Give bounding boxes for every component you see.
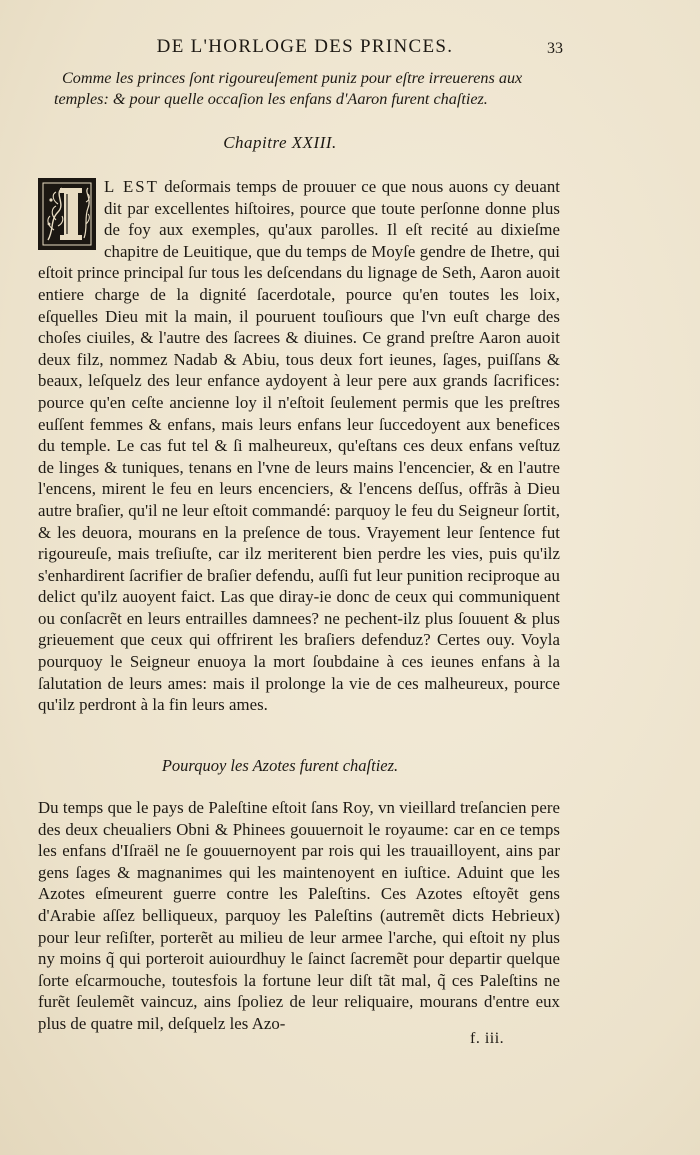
paragraph-text: deſormais temps de prouuer ce que nous auons cy deuant dit par excellentes hiſtoires, pource que toute perſonne donne plus de foy aux exemples, qu'aux parolles. Il eſt recité au dixieſme chapitre de Leuitique, que du temps de Moyſe gendre de Ihetre, qui eſtoit prince principal ſur tous les deſcendans du lignage de Seth, Aaron auoit entiere charge de la dignité ſacerdotale, pource qu'en toutes les loix, eſquelles Dieu mit la main, il pouruent touſiours que l'vn euſt charge des choſes ciuiles, & l'autre des ſacrees & diuines. Ce grand preſtre Aaron auoit deux filz, nommez Nadab & Abiu, tous deux fort ieunes, ſages, puiſſans & beaux, leſquelz des leur enfance aydoyent à leur pere aux grands ſacrifices: pource qu'en ceſte ancienne loy il n'eſtoit ſeulement permis que les preſtres euſſent femmes & enfans, mais leurs enfans leur ſuccedoyent aux benefices du temple. Le cas fut tel & ſi malheureux, qu'eſtans ces deux enfans veſtuz de linges & tuniques, tenans en l'vne de leurs mains l'encencier, & en l'autre l'encens, mirent le feu en leurs encenciers, & l'encens deſſus, offrãs à Dieu autre braſier, qu'il ne leur eſtoit commandé: parquoy le feu du Seigneur ſortit, & les deuora, mourans en la preſence de tous. Vrayement leur ſentence fut rigoureuſe, mais treſiuſte, car ilz meriterent bien perdre les vies, puis qu'ilz s'enhardirent ſacrifier de braſier defendu, auſſi fut leur punition reciproque au delict qu'ilz auoyent faict. Las que diray-ie donc de ceux qui communiquent ou conſacrẽt en leurs entrailles damnees? ne pechent-ilz plus ſouuent & plus grieuement que ceux qui offrirent les braſiers defenduz? Certes ouy. Voyla pourquoy le Seigneur enuoya la mort ſoubdaine à ces ieunes enfans à la ſalutation de leurs ames: mais il prolonge la vie de ces malheureux, pource qu'ilz perdront à la fin leurs ames. <box>38 177 560 715</box>
signature-mark: f. iii. <box>470 1030 505 1047</box>
running-head: DE L'HORLOGE DES PRINCES. <box>156 36 454 57</box>
chapter-summary: Comme les princes ſont rigoureuſement puniz pour eſtre irreuerens aux temples: & pour quelle occaſion les enfans d'Aaron furent chaſtiez. <box>54 69 523 108</box>
paragraph-text: Du temps que le pays de Paleſtine eſtoit ſans Roy, vn vieillard treſancien pere des deux cheualiers Obni & Phinees gouuernoit le royaume: car en ce temps les enfans d'Iſraël ne ſe gouuernoyent par rois qui les trauailloyent, ains par gens ſages & magnanimes qui les maintenoyent en iuſtice. Aduint que les Azotes eſmeurent guerre contre les Paleſtins. Ces Azotes eſtoyẽt gens d'Arabie aſſez belliqueux, parquoy les Paleſtins (autremẽt dicts Hebrieux) pour leur reſiſter, porterẽt au milieu de leur armee l'arche, qui eſtoit ny plus ny moins q̃ qui porteroit auiourdhuy le ſainct ſacremẽt pour departir quelque ſorte eſcarmouche, toutesfois la fortune leur diſt tãt mal, q̃ ces Paleſtins ne furẽt ſeulemẽt vaincuz, ains ſpoliez de leur reliquaire, mourans d'entre eux plus de quatre mil, deſquelz les Azo- <box>38 798 560 1033</box>
page-number: 33 <box>547 40 563 57</box>
section-body-text <box>38 797 560 1035</box>
opening-words: L EST <box>104 177 159 196</box>
paragraph <box>38 797 560 1035</box>
section-title: Pourquoy les Azotes furent chaſtiez. <box>161 756 399 775</box>
paragraph <box>38 176 560 716</box>
chapter-body-text <box>38 176 560 716</box>
initial-spacer <box>38 176 104 255</box>
chapter-title: Chapitre XXIII. <box>223 133 337 152</box>
